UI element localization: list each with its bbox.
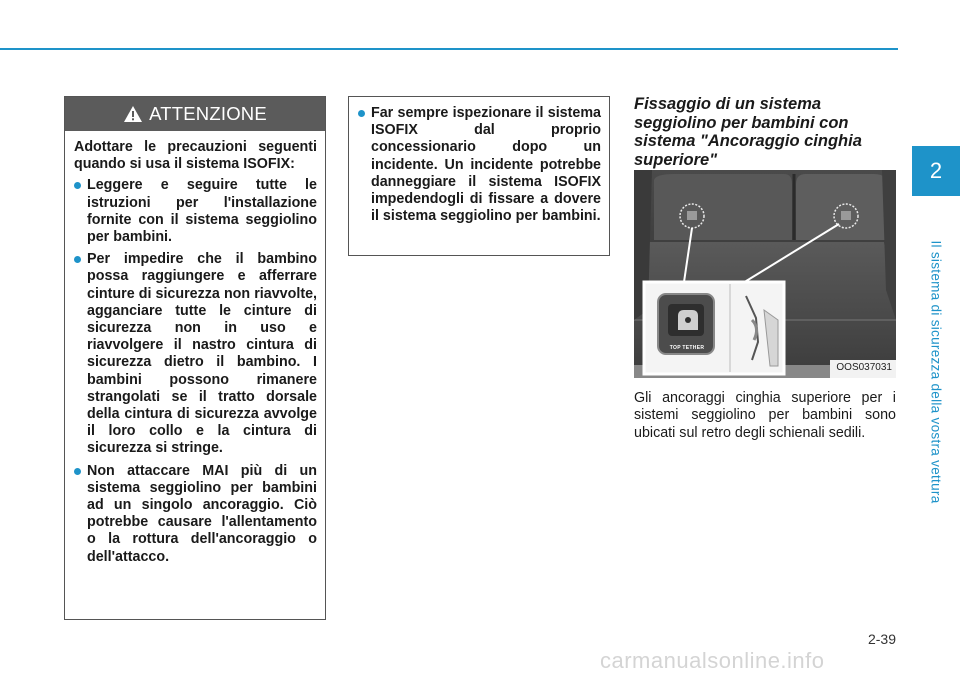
list-item: Far sempre ispezionare il sistema ISOFIX dal proprio concessionario dopo un incidente. Un incidente potrebbe danneggiare il sistema ISOFIX impedendogli di fissare a dovere il sistema seggiolino per bambini. — [358, 105, 601, 225]
image-code: OOS037031 — [836, 362, 892, 373]
bullet-icon — [358, 110, 365, 117]
warning-triangle-icon — [123, 105, 143, 123]
page-number: 2-39 — [867, 631, 896, 647]
list-item: Per impedire che il bambino possa raggiungere e afferrare cinture di sicurezza non riavvolte, agganciare tutte le cinture di sicurezza non in uso e riavvolgere il nastro cintura di sicurezza dietro il bambino. I bambini possono rimanere strangolati se il tratto dorsale della cintura di sicurezza avvolge il loro collo e la cintura di sicurezza si stringe. — [74, 251, 317, 457]
chapter-number: 2 — [929, 158, 943, 183]
section-body: Gli ancoraggi cinghia superiore per i sistemi seggiolino per bambini sono ubicati sul retro degli schienali sedili. — [634, 390, 896, 441]
bullet-icon — [74, 256, 81, 263]
warning-intro: Adottare le precauzioni seguenti quando si usa il sistema ISOFIX: — [74, 139, 317, 173]
warning-body — [65, 131, 325, 566]
continued-list — [358, 105, 601, 225]
bullet-icon — [74, 182, 81, 189]
top-rule — [0, 48, 898, 50]
section-title: Fissaggio di un sistema seggiolino per bambini con sistema "Ancoraggio cinghia superiore" — [634, 95, 862, 169]
warning-title: ATTENZIONE — [149, 103, 267, 124]
chapter-label: Il sistema di sicurezza della vostra vettura — [928, 240, 944, 504]
chapter-tab[interactable] — [912, 146, 960, 196]
list-item: Non attaccare MAI più di un sistema seggiolino per bambini ad un singolo ancoraggio. Ciò potrebbe causare l'allentamento o la rottura dell'ancoraggio o dell'attacco. — [74, 463, 317, 566]
list-item: Leggere e seguire tutte le istruzioni per l'installazione fornite con il sistema seggiolino per bambini. — [74, 177, 317, 246]
warning-list — [74, 177, 317, 565]
footer-watermark: carmanualsonline.info — [600, 648, 825, 673]
continued-warning-box — [348, 96, 610, 256]
inset-label: TOP TETHER — [669, 345, 705, 351]
warning-box — [64, 96, 326, 620]
bullet-icon — [74, 468, 81, 475]
warning-header — [65, 97, 325, 131]
